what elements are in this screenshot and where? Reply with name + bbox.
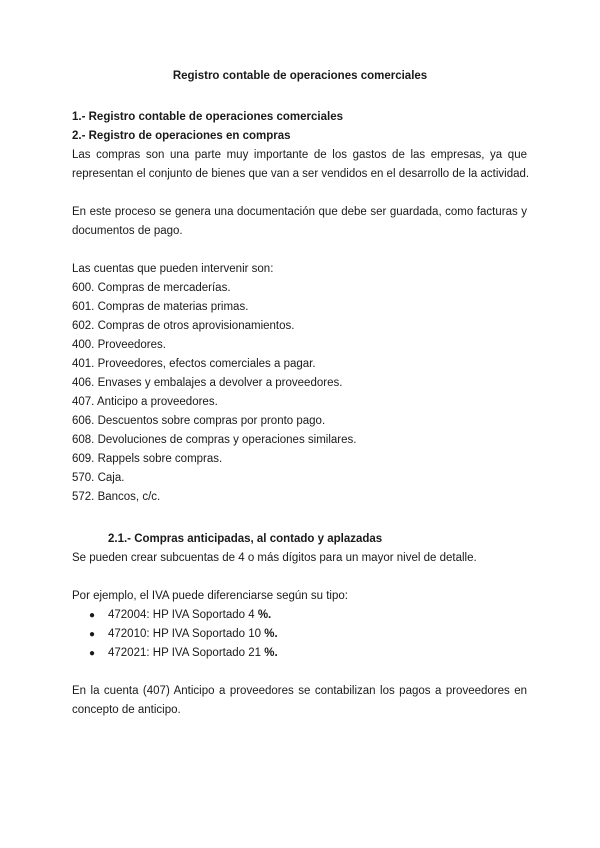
iva-item-percent: %.: [264, 628, 278, 640]
account-item: 606. Descuentos sobre compras por pronto pago.: [72, 415, 326, 427]
accounts-intro: Las cuentas que pueden intervenir son:: [72, 263, 274, 275]
iva-item-percent: %.: [257, 609, 272, 621]
paragraph-2-line-1: En este proceso se genera una documentación que debe ser guardada, como facturas y: [72, 206, 527, 218]
bullet-icon: ●: [89, 610, 96, 621]
subheading-2-1: 2.1.- Compras anticipadas, al contado y aplazadas: [108, 533, 383, 545]
account-item: 601. Compras de materias primas.: [72, 301, 249, 313]
paragraph-3-line-2: concepto de anticipo.: [72, 704, 181, 716]
document-body: [72, 108, 530, 720]
paragraph-2-line-2: documentos de pago.: [72, 225, 183, 237]
account-item: 600. Compras de mercaderías.: [72, 282, 231, 294]
account-item: 401. Proveedores, efectos comerciales a pagar.: [72, 358, 316, 370]
account-item: 602. Compras de otros aprovisionamientos.: [72, 320, 295, 332]
iva-intro: Por ejemplo, el IVA puede diferenciarse según su tipo:: [72, 590, 348, 602]
iva-item-text: 472010: HP IVA Soportado 10: [108, 628, 265, 640]
account-item: 570. Caja.: [72, 472, 125, 484]
paragraph-3-line-1: En la cuenta (407) Anticipo a proveedores se contabilizan los pagos a proveedores en: [72, 685, 527, 697]
iva-list-item: [72, 644, 527, 663]
subaccounts-text: Se pueden crear subcuentas de 4 o más dígitos para un mayor nivel de detalle.: [72, 552, 477, 564]
iva-item-text: 472021: HP IVA Soportado 21: [108, 647, 265, 659]
document-title: Registro contable de operaciones comerciales: [172, 70, 428, 82]
paragraph-1-line-1: Las compras son una parte muy importante de los gastos de las empresas, ya que: [72, 149, 527, 161]
paragraph-1-line-2: representan el conjunto de bienes que van a ser vendidos en el desarrollo de la actividad.: [72, 168, 530, 180]
bullet-icon: ●: [89, 648, 96, 659]
iva-item-text: 472004: HP IVA Soportado 4: [108, 609, 258, 621]
bullet-icon: ●: [89, 629, 96, 640]
heading-2: 2.- Registro de operaciones en compras: [72, 130, 291, 142]
account-item: 572. Bancos, c/c.: [72, 491, 161, 503]
account-item: 406. Envases y embalajes a devolver a proveedores.: [72, 377, 343, 389]
account-item: 400. Proveedores.: [72, 339, 166, 351]
account-item: 609. Rappels sobre compras.: [72, 453, 223, 465]
heading-1: 1.- Registro contable de operaciones comerciales: [72, 111, 343, 123]
account-item: 608. Devoluciones de compras y operaciones similares.: [72, 434, 357, 446]
iva-list-item: [72, 625, 527, 644]
account-item: 407. Anticipo a proveedores.: [72, 396, 218, 408]
iva-list-item: [72, 606, 527, 625]
iva-item-percent: %.: [264, 647, 278, 659]
